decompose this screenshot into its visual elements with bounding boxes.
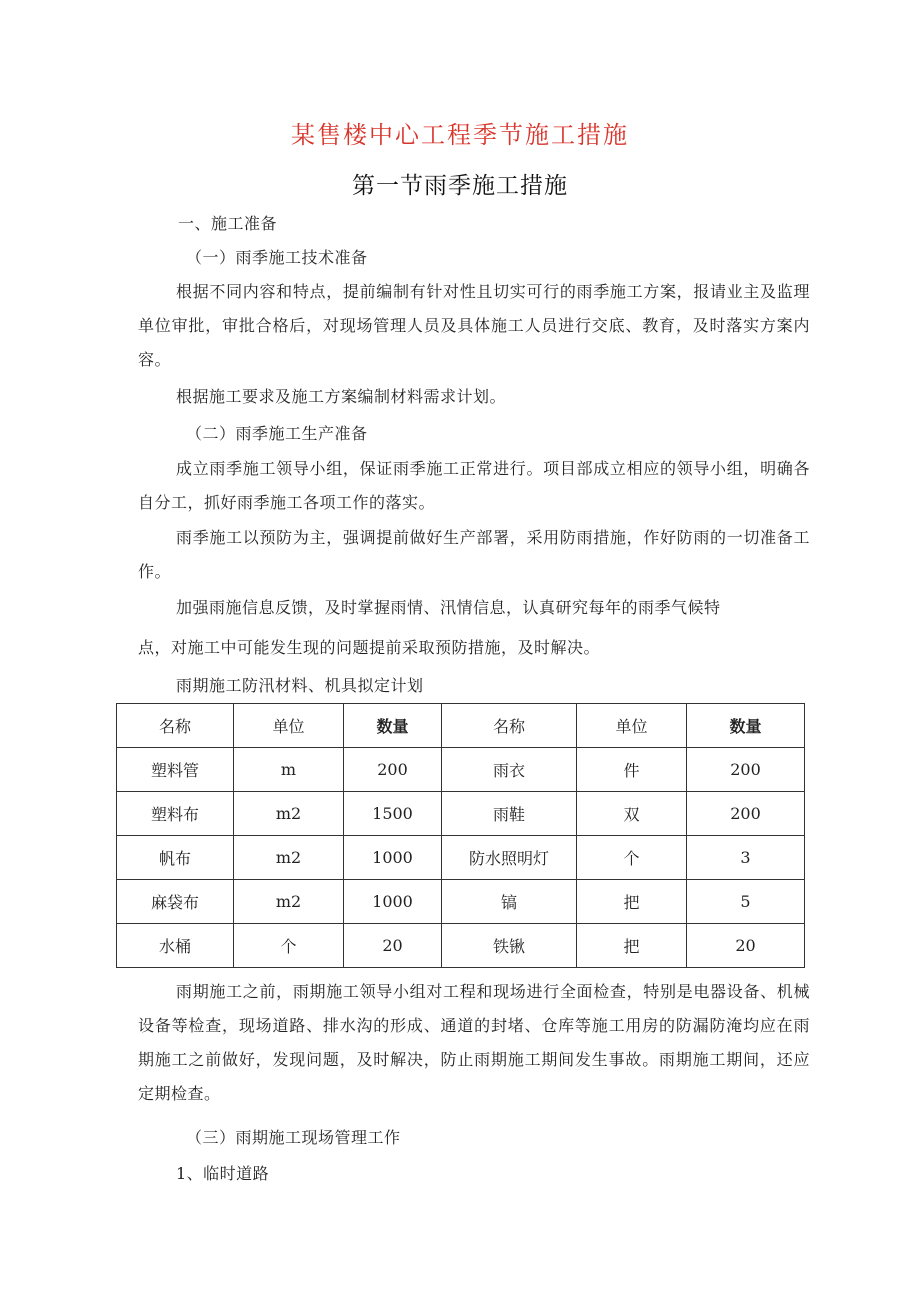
section-title: 第一节雨季施工措施 bbox=[352, 173, 568, 199]
table-row bbox=[117, 924, 805, 968]
paragraph-info-feedback-line1: 加强雨施信息反馈，及时掌握雨情、汛情信息，认真研究每年的雨季气候特 bbox=[176, 598, 721, 617]
table-row bbox=[117, 748, 805, 792]
table-row bbox=[117, 836, 805, 880]
table-cell: 200 bbox=[344, 748, 442, 792]
table-cell: 铁锹 bbox=[442, 924, 577, 968]
table-cell: 3 bbox=[687, 836, 805, 880]
paragraph-info-feedback-line2: 点，对施工中可能发生现的问题提前采取预防措施，及时解决。 bbox=[138, 638, 601, 657]
table-cell: 200 bbox=[687, 792, 805, 836]
table-cell: 水桶 bbox=[117, 924, 234, 968]
document-title: 某售楼中心工程季节施工措施 bbox=[291, 121, 629, 149]
table-cell: 20 bbox=[344, 924, 442, 968]
table-cell: 雨衣 bbox=[442, 748, 577, 792]
heading-construction-prep: 一、施工准备 bbox=[178, 214, 278, 233]
table-caption: 雨期施工防汛材料、机具拟定计划 bbox=[176, 676, 424, 695]
table-cell: 雨鞋 bbox=[442, 792, 577, 836]
subheading-tech-prep: （一）雨季施工技术准备 bbox=[186, 248, 368, 267]
table-cell: 塑料管 bbox=[117, 748, 234, 792]
header-quantity: 数量 bbox=[687, 704, 805, 748]
table-cell: 塑料布 bbox=[117, 792, 234, 836]
table-cell: m2 bbox=[234, 880, 344, 924]
table-cell: 防水照明灯 bbox=[442, 836, 577, 880]
paragraph-inspection: 雨期施工之前，雨期施工领导小组对工程和现场进行全面检查，特别是电器设备、机械设备等检查，现场道路、排水沟的形成、通道的封堵、仓库等施工用房的防漏防淹均应在雨期施工之前做好，发现问题，及时解决，防止雨期施工期间发生事故。雨期施工期间，还应定期检查。 bbox=[138, 982, 810, 1103]
paragraph-material-plan: 根据施工要求及施工方案编制材料需求计划。 bbox=[176, 387, 507, 406]
item-temporary-road: 1、临时道路 bbox=[176, 1164, 270, 1183]
header-unit: 单位 bbox=[577, 704, 687, 748]
table-cell: 5 bbox=[687, 880, 805, 924]
subheading-production-prep: （二）雨季施工生产准备 bbox=[186, 424, 368, 443]
table-cell: m bbox=[234, 748, 344, 792]
subheading-site-management: （三）雨期施工现场管理工作 bbox=[186, 1128, 401, 1147]
table-cell: m2 bbox=[234, 836, 344, 880]
table-cell: 双 bbox=[577, 792, 687, 836]
table-cell: 镐 bbox=[442, 880, 577, 924]
table-cell: 200 bbox=[687, 748, 805, 792]
paragraph-leadership-group: 成立雨季施工领导小组，保证雨季施工正常进行。项目部成立相应的领导小组，明确各自分工，抓好雨季施工各项工作的落实。 bbox=[138, 459, 810, 512]
header-name: 名称 bbox=[117, 704, 234, 748]
table-cell: 把 bbox=[577, 880, 687, 924]
table-cell: 1000 bbox=[344, 836, 442, 880]
table-header-row bbox=[117, 704, 805, 748]
table-cell: 1500 bbox=[344, 792, 442, 836]
paragraph-tech-prep: 根据不同内容和特点，提前编制有针对性且切实可行的雨季施工方案，报请业主及监理单位审批，审批合格后，对现场管理人员及具体施工人员进行交底、教育，及时落实方案内容。 bbox=[138, 282, 810, 369]
table-cell: 1000 bbox=[344, 880, 442, 924]
table-cell: 个 bbox=[234, 924, 344, 968]
table-cell: 20 bbox=[687, 924, 805, 968]
header-unit: 单位 bbox=[234, 704, 344, 748]
table-row bbox=[117, 880, 805, 924]
table-cell: 把 bbox=[577, 924, 687, 968]
table-cell: 件 bbox=[577, 748, 687, 792]
header-quantity: 数量 bbox=[344, 704, 442, 748]
header-name: 名称 bbox=[442, 704, 577, 748]
table-cell: 个 bbox=[577, 836, 687, 880]
table-cell: 帆布 bbox=[117, 836, 234, 880]
paragraph-prevention: 雨季施工以预防为主，强调提前做好生产部署，采用防雨措施，作好防雨的一切准备工作。 bbox=[138, 528, 810, 581]
table-cell: 麻袋布 bbox=[117, 880, 234, 924]
table-row bbox=[117, 792, 805, 836]
flood-materials-table bbox=[116, 703, 805, 968]
table-cell: m2 bbox=[234, 792, 344, 836]
